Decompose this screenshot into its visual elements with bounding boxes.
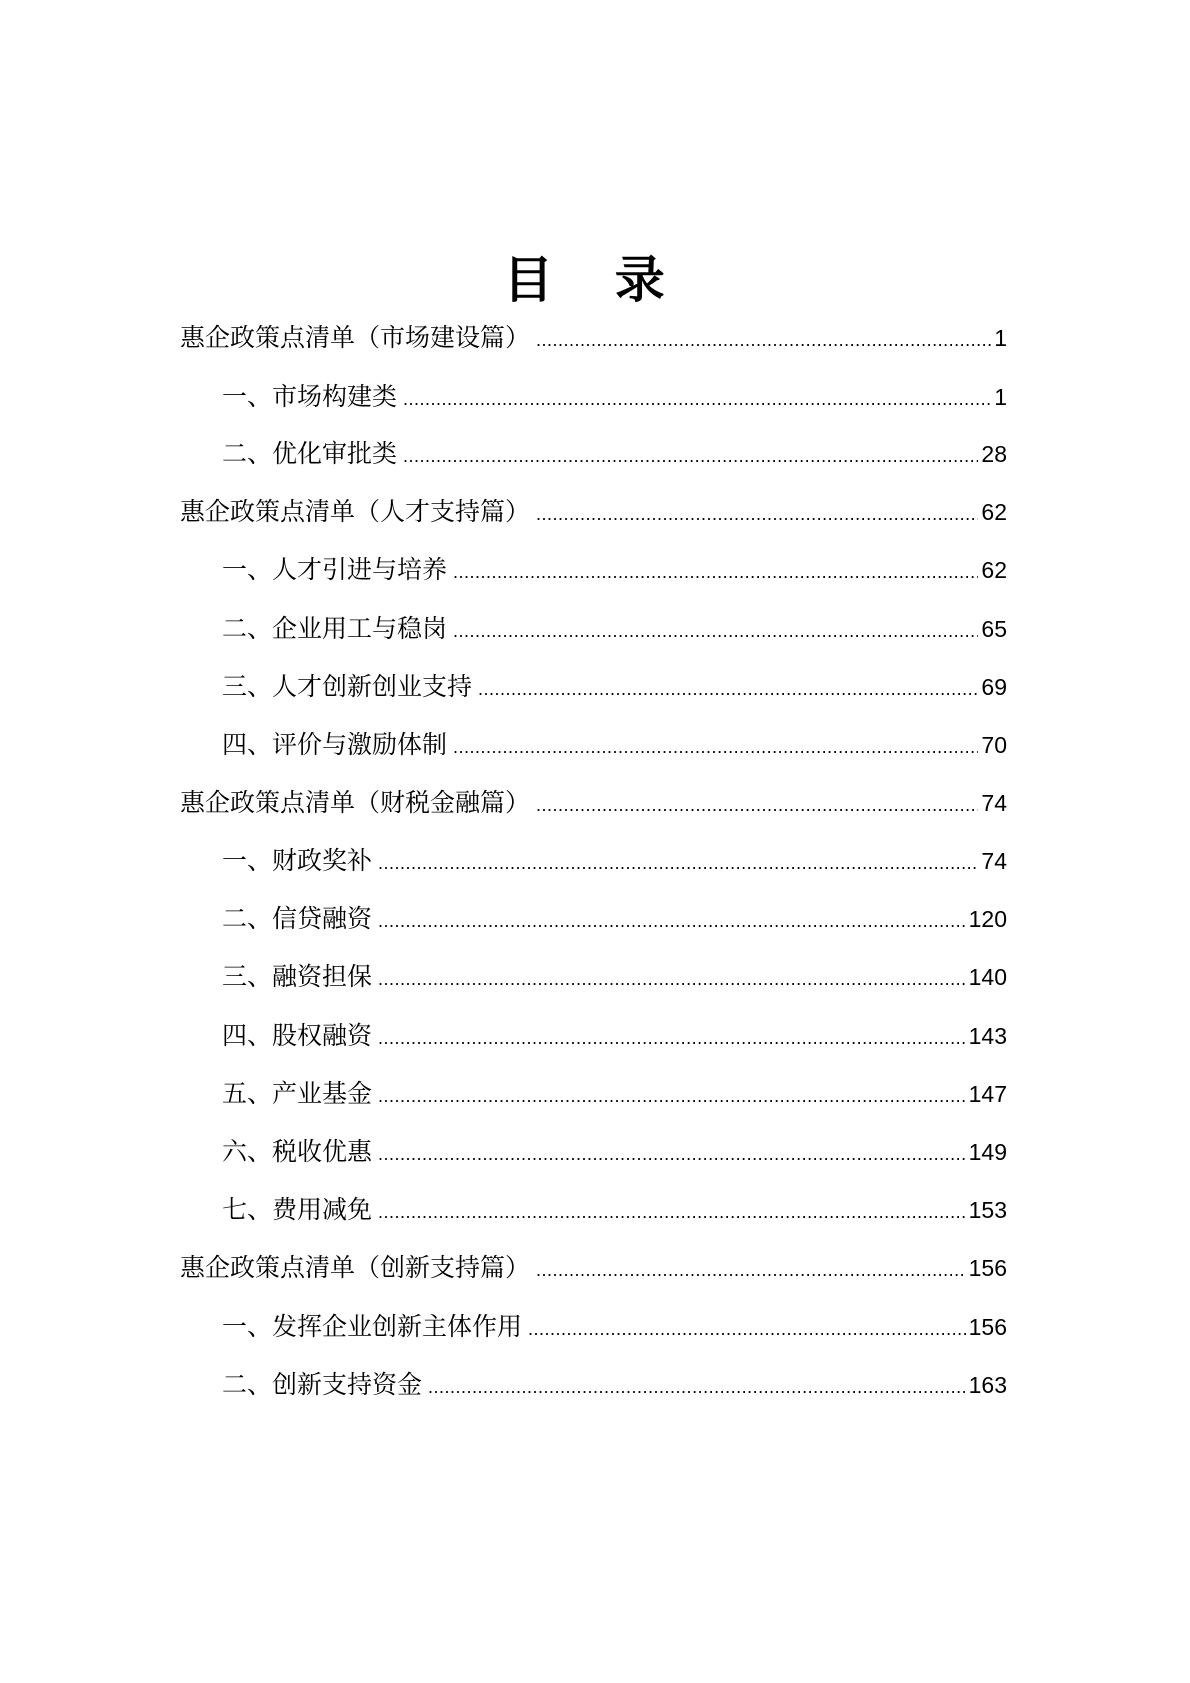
toc-leader-dots <box>453 729 978 765</box>
toc-page-number: 140 <box>968 964 1007 990</box>
toc-leader-dots <box>378 1020 966 1056</box>
toc-entry-label: 一、市场构建类 <box>222 382 398 411</box>
toc-entry-label: 三、人才创新创业支持 <box>222 672 473 701</box>
toc-leader-dots <box>453 554 978 590</box>
toc-leader-dots <box>428 1369 966 1405</box>
toc-leader-dots <box>536 1252 966 1288</box>
toc-page-number: 28 <box>981 441 1007 467</box>
toc-page-number: 65 <box>981 616 1007 642</box>
toc-entry[interactable] <box>222 1134 1007 1170</box>
toc-page-number: 70 <box>981 732 1007 758</box>
toc-entry-label: 五、产业基金 <box>222 1079 373 1108</box>
toc-entry-label: 二、企业用工与稳岗 <box>222 614 448 643</box>
toc-page-number: 62 <box>981 499 1007 525</box>
toc-entry-label: 七、费用减免 <box>222 1195 373 1224</box>
toc-entry[interactable] <box>222 436 1007 472</box>
toc-leader-dots <box>378 903 966 939</box>
toc-entry-label: 三、融资担保 <box>222 962 373 991</box>
toc-entry[interactable] <box>222 1018 1007 1054</box>
page-title: 目 录 <box>503 251 687 309</box>
toc-leader-dots <box>378 1078 966 1114</box>
toc-leader-dots <box>378 1194 966 1230</box>
toc-entry-label: 惠企政策点清单（财税金融篇） <box>180 788 531 817</box>
toc-entry[interactable] <box>222 611 1007 647</box>
toc-entry[interactable] <box>180 320 1007 356</box>
toc-entry-label: 一、财政奖补 <box>222 846 373 875</box>
toc-entry[interactable] <box>222 669 1007 705</box>
toc-page-number: 163 <box>968 1372 1007 1398</box>
toc-entry-label: 惠企政策点清单（创新支持篇） <box>180 1253 531 1282</box>
toc-entry[interactable] <box>222 901 1007 937</box>
toc-leader-dots <box>403 381 991 417</box>
toc-entry[interactable] <box>222 843 1007 879</box>
toc-entry[interactable] <box>222 1309 1007 1345</box>
toc-entry-label: 六、税收优惠 <box>222 1137 373 1166</box>
toc-entry[interactable] <box>180 785 1007 821</box>
toc-entry-label: 二、信贷融资 <box>222 904 373 933</box>
toc-leader-dots <box>378 845 978 881</box>
toc-entry[interactable] <box>222 727 1007 763</box>
toc-leader-dots <box>478 671 978 707</box>
toc-page-number: 156 <box>968 1255 1007 1281</box>
toc-page-number: 147 <box>968 1081 1007 1107</box>
toc-leader-dots <box>378 1136 966 1172</box>
toc-entry-label: 四、股权融资 <box>222 1021 373 1050</box>
toc-entry-label: 一、人才引进与培养 <box>222 555 448 584</box>
toc-entry[interactable] <box>222 959 1007 995</box>
toc-entry[interactable] <box>222 552 1007 588</box>
toc-entry[interactable] <box>222 1367 1007 1403</box>
toc-entry-label: 惠企政策点清单（市场建设篇） <box>180 323 531 352</box>
toc-leader-dots <box>453 613 978 649</box>
toc-entry-label: 二、创新支持资金 <box>222 1370 423 1399</box>
toc-leader-dots <box>536 787 978 823</box>
toc-entry[interactable] <box>222 1076 1007 1112</box>
toc-entry[interactable] <box>180 494 1007 530</box>
toc-leader-dots <box>378 961 966 997</box>
toc-page-number: 120 <box>968 906 1007 932</box>
toc-leader-dots <box>528 1311 966 1347</box>
toc-page-number: 62 <box>981 557 1007 583</box>
toc-entry[interactable] <box>222 379 1007 415</box>
toc-leader-dots <box>536 322 991 358</box>
toc-entry[interactable] <box>180 1250 1007 1286</box>
toc-page-number: 74 <box>981 790 1007 816</box>
toc-page-number: 153 <box>968 1197 1007 1223</box>
toc-leader-dots <box>403 438 978 474</box>
toc-page-number: 1 <box>994 384 1007 410</box>
toc-entry-label: 惠企政策点清单（人才支持篇） <box>180 497 531 526</box>
toc-entry[interactable] <box>222 1192 1007 1228</box>
toc-entry-label: 二、优化审批类 <box>222 439 398 468</box>
toc-entry-label: 四、评价与激励体制 <box>222 730 448 759</box>
toc-leader-dots <box>536 496 978 532</box>
toc-page-number: 156 <box>968 1314 1007 1340</box>
toc-page-number: 1 <box>994 325 1007 351</box>
toc-page-number: 143 <box>968 1023 1007 1049</box>
toc-entry-label: 一、发挥企业创新主体作用 <box>222 1312 523 1341</box>
toc-page-number: 149 <box>968 1139 1007 1165</box>
toc-page-number: 74 <box>981 848 1007 874</box>
toc-page-number: 69 <box>981 674 1007 700</box>
